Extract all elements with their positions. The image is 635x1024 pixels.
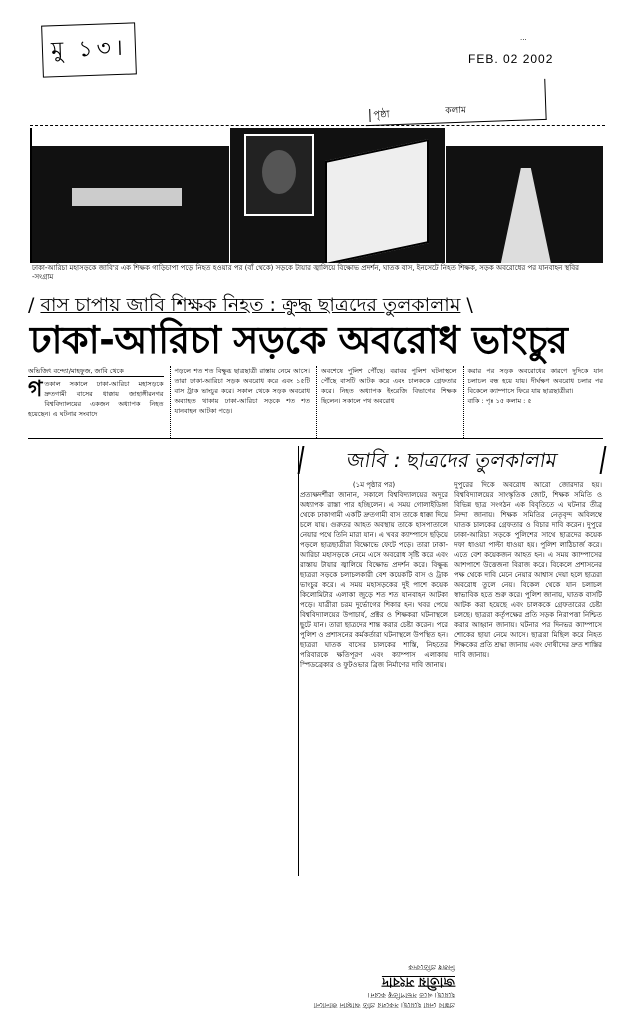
photo-caption bbox=[32, 264, 602, 282]
column-text: পড়লে শত শত বিক্ষুব্ধ ছাত্রছাত্রী রাস্তায় নেমে আসে। তারা ঢাকা-আরিচা সড়ক অবরোধ করে এবং ১৫টি বাস ট্রাক ভাংচুর করে। সকাল থেকে সড়ক অবরোধ অব্যাহত থাকায় ঢাকা-আরিচা সড়কে শত শত যানবাহন আটকা পড়ে। bbox=[174, 367, 310, 415]
clipping-date: FEB. 02 2002 bbox=[468, 52, 554, 66]
column-1 bbox=[28, 366, 164, 438]
drop-cap: গ bbox=[28, 377, 43, 402]
flipped-subtitle: নিজস্ব প্রতিবেদক bbox=[408, 963, 455, 971]
inset-portrait bbox=[244, 134, 314, 216]
page-column-box bbox=[364, 79, 546, 126]
flipped-title: জাতীয় সংবাদ bbox=[381, 974, 455, 989]
column-4 bbox=[463, 366, 604, 438]
photo-road bbox=[446, 128, 604, 263]
headline: ঢাকা-আরিচা সড়কে অবরোধ ভাংচুর bbox=[30, 318, 568, 362]
article-columns bbox=[28, 366, 603, 439]
photo-protest bbox=[32, 128, 230, 263]
column-text: দুপুরের দিকে অবরোধ আরো জোরদার হয়। বিশ্ববিদ্যালয়ের সাংস্কৃতিক জোট, শিক্ষক সমিতি ও বিভিন্ন ছাত্র সংগঠন এক বিবৃতিতে এ ঘটনার তীব্র নিন্দা জানায়। শিক্ষক সমিতির নেতৃবৃন্দ অবিলম্বে ঘাতক চালকের গ্রেফতার ও বিচার দাবি করেন। দুপুরে ঢাকা-আরিচা সড়কে পুলিশের সাথে ছাত্রদের কয়েক দফা ধাওয়া পাল্টা ধাওয়া হয়। পুলিশ লাঠিচার্জ করে। এতে বেশ কয়েকজন আহত হন। এ সময় ক্যাম্পাসের আশপাশে উত্তেজনা বিরাজ করে। বিকেলে প্রশাসনের পক্ষ থেকে দাবি মেনে নেয়ার আশ্বাস দেয়া হলে ছাত্ররা অবরোধ তুলে নেয়। বিকেল থেকে যান চলাচল স্বাভাবিক হতে শুরু করে। পুলিশ জানায়, ঘাতক বাসটি আটক করা হয়েছে এবং চালককে গ্রেফতারের চেষ্টা চলছে। ছাত্ররা কর্তৃপক্ষের প্রতি সড়ক নিরাপত্তা নিশ্চিত করার আহ্বান জানায়। ঘটনার পর দিনভর ক্যাম্পাসে শোকের ছায়া নেমে আসে। ছাত্ররা মিছিল করে নিহত শিক্ষকের প্রতি শ্রদ্ধা জানায় এবং দোষীদের দ্রুত শাস্তির দাবি জানায়। bbox=[454, 481, 602, 659]
bus-image bbox=[325, 139, 429, 263]
column-text: অবশেষে পুলিশ পৌঁছে। বরাবর পুলিশ ঘটনাস্থলে পৌঁছে বাসটি আটক করে এবং চালককে গ্রেফতার করে। নিহত অধ্যাপক ইংরেজি বিভাগের শিক্ষক ছিলেন। সকালে পথ অবরোধ bbox=[321, 367, 457, 405]
column-text: তকাল সকালে ঢাকা-আরিচা মহাসড়কে দ্রুতগামী বাসের ধাক্কায় জাহাঙ্গীরনগর বিশ্ববিদ্যালয়ের একজন অধ্যাপক নিহত হয়েছেন। এ ঘটনার সংবাদে bbox=[28, 380, 164, 418]
photo-bus bbox=[230, 128, 446, 263]
column-label: কলাম bbox=[445, 105, 467, 117]
subheadline-text: বাস চাপায় জাবি শিক্ষক নিহত : ক্রুদ্ধ ছাত্রদের তুলকালাম bbox=[40, 294, 461, 316]
column-rule bbox=[298, 446, 299, 876]
archive-stamp: মু ১৩। bbox=[41, 22, 137, 77]
column-text: প্রত্যক্ষদর্শীরা জানান, সকালে বিশ্ববিদ্যালয়ের অদূরে অধ্যাপক রাস্তা পার হচ্ছিলেন। এ সময় গোলাইডিঙ্গা থেকে ঢাকাগামী একটি দ্রুতগামী বাস তাকে ধাক্কা দিয়ে চলে যায়। গুরুতর আহত অবস্থায় তাকে হাসপাতালে নেয়ার পথে তিনি মারা যান। এ খবর ক্যাম্পাসে ছড়িয়ে পড়লে ছাত্রছাত্রীরা বিক্ষোভে ফেটে পড়ে। তারা ঢাকা-আরিচা মহাসড়কে নেমে এসে অবরোধ সৃষ্টি করে এবং রাস্তায় টায়ার জ্বালিয়ে বিক্ষোভ প্রদর্শন করে। বিক্ষুব্ধ ছাত্ররা সড়কে চলাচলকারী বেশ কয়েকটি বাস ও ট্রাক ভাংচুর করে। এ সময় মহাসড়কের দুই পাশে কয়েক কিলোমিটার এলাকা জুড়ে শত শত যানবাহন আটকা পড়ে। যাত্রীরা চরম দুর্ভোগের শিকার হন। খবর পেয়ে বিশ্ববিদ্যালয়ের উপাচার্য, প্রক্টর ও শিক্ষকরা ঘটনাস্থলে ছুটে যান। তারা ছাত্রদের শান্ত করার চেষ্টা করেন। পরে পুলিশ ও প্রশাসনের কর্মকর্তারা ঘটনাস্থলে উপস্থিত হন। ছাত্ররা ঘাতক বাসের চালকের শাস্তি, নিহতের পরিবারকে ক্ষতিপূরণ এবং ক্যাম্পাস এলাকায় স্পিডব্রেকার ও ফুটওভার ব্রিজ নির্মাণের দাবি জানায়। bbox=[300, 491, 448, 669]
upside-down-clipping bbox=[310, 880, 455, 1010]
continuation-column-2 bbox=[454, 480, 602, 1020]
column-3 bbox=[316, 366, 457, 438]
date-note: ··· bbox=[520, 36, 527, 44]
continued-from: (১ম পৃষ্ঠার পর) bbox=[352, 481, 396, 489]
continuation-heading: জাবি : ছাত্রদের তুলকালাম bbox=[298, 446, 607, 474]
subheadline: / বাস চাপায় জাবি শিক্ষক নিহত : ক্রুদ্ধ ছাত্রদের তুলকালাম \ bbox=[28, 294, 473, 316]
continued-note: বাকি : পৃঃ ১৫ কলাম : ৫ bbox=[467, 397, 532, 405]
caption-text: ঢাকা-আরিচা মহাসড়কে জাবি'র এক শিক্ষক গাড়িচাপা পড়ে নিহত হওয়ার পর (বাঁ থেকে) সড়কে টায়ার জ্বালিয়ে বিক্ষোভ প্রদর্শন, ঘাতক বাস, ইনসেটে নিহত শিক্ষক, সড়ক অবরোধের পর যানবাহন স্থবির bbox=[32, 264, 579, 272]
column-text: করার পর সড়ক অবরোধের কারণে দুদিকে যান চলাচল বন্ধ হয়ে যায়। দীর্ঘক্ষণ অবরোধ চলার পর বিকেলে ক্যাম্পাসে ফিরে যায় ছাত্রছাত্রীরা। bbox=[467, 367, 603, 395]
photo-credit: -সংগ্রাম bbox=[32, 273, 54, 281]
flipped-text: প্রস্তাব নেয়া হয়েছে। সকলের প্রতি আহ্বান জানানো হয়েছে। এতে সভাপতিত্ব করেন। bbox=[313, 991, 455, 1009]
column-2 bbox=[170, 366, 311, 438]
page-label: পৃষ্ঠা bbox=[369, 108, 390, 122]
top-rule bbox=[30, 125, 605, 126]
byline: অভিজিৎ বন্দ্যো/মাহফুজ, জাবি থেকে bbox=[28, 366, 164, 377]
photo-strip bbox=[30, 128, 604, 263]
